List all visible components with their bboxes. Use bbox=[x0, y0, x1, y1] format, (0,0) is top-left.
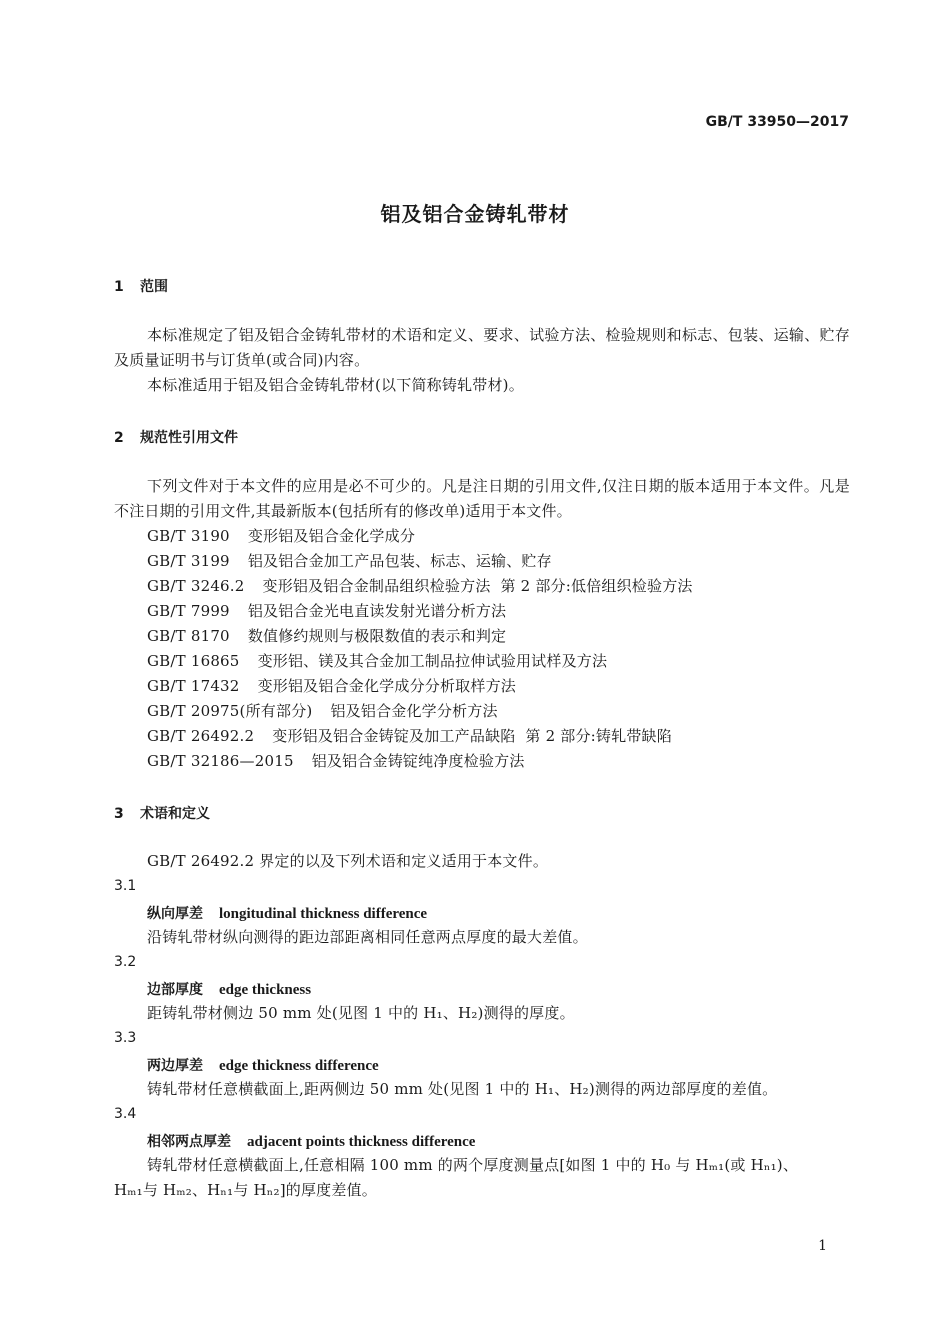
clause-number: 3.2 bbox=[114, 954, 137, 970]
reference-code: GB/T 3199 bbox=[147, 552, 230, 570]
section-heading-terms-definitions bbox=[114, 803, 210, 823]
term-definition: 沿铸轧带材纵向测得的距边部距离相同任意两点厚度的最大差值。 bbox=[147, 928, 588, 946]
term-en: edge thickness bbox=[219, 982, 312, 998]
term-heading bbox=[147, 979, 311, 999]
reference-code: GB/T 17432 bbox=[147, 677, 240, 695]
standard-code: GB/T 33950—2017 bbox=[705, 114, 849, 130]
term-definition: 铸轧带材任意横截面上,距两侧边 50 mm 处(见图 1 中的 H₁、H₂)测得的两边部厚度的差值。 bbox=[147, 1080, 778, 1098]
clause-number: 3.3 bbox=[114, 1030, 137, 1046]
term-definition-line-1: 铸轧带材任意横截面上,任意相隔 100 mm 的两个厚度测量点[如图 1 中的 H₀ 与 Hₘ₁(或 Hₙ₁)、 bbox=[147, 1156, 799, 1174]
reference-item bbox=[147, 524, 415, 549]
term-zh: 纵向厚差 bbox=[147, 906, 203, 922]
term-en: adjacent points thickness difference bbox=[247, 1134, 476, 1150]
term-zh: 相邻两点厚差 bbox=[147, 1134, 231, 1150]
term-definition: 距铸轧带材侧边 50 mm 处(见图 1 中的 H₁、H₂)测得的厚度。 bbox=[147, 1004, 575, 1022]
reference-title: 铝及铝合金加工产品包装、标志、运输、贮存 bbox=[247, 552, 552, 570]
section-title: 规范性引用文件 bbox=[140, 430, 238, 446]
reference-title: 变形铝及铝合金铸锭及加工产品缺陷 第 2 部分:铸轧带缺陷 bbox=[272, 727, 672, 745]
reference-code: GB/T 16865 bbox=[147, 652, 240, 670]
reference-title: 变形铝及铝合金化学成分 bbox=[247, 527, 416, 545]
references-intro-paragraph: 下列文件对于本文件的应用是必不可少的。凡是注日期的引用文件,仅注日期的版本适用于本文件。凡是不注日期的引用文件,其最新版本(包括所有的修改单)适用于本文件。 bbox=[114, 477, 850, 520]
term-heading bbox=[147, 903, 427, 923]
term-en: longitudinal thickness difference bbox=[219, 906, 428, 922]
reference-code: GB/T 8170 bbox=[147, 627, 230, 645]
reference-item bbox=[147, 649, 607, 674]
section-heading-normative-references bbox=[114, 427, 238, 447]
terms-intro-paragraph: GB/T 26492.2 界定的以及下列术语和定义适用于本文件。 bbox=[147, 852, 549, 870]
reference-title: 变形铝、镁及其合金加工制品拉伸试验用试样及方法 bbox=[257, 652, 608, 670]
reference-code: GB/T 3190 bbox=[147, 527, 230, 545]
term-zh: 两边厚差 bbox=[147, 1058, 203, 1074]
reference-item bbox=[147, 674, 516, 699]
reference-item bbox=[147, 549, 552, 574]
section-title: 术语和定义 bbox=[140, 806, 210, 822]
clause-number: 3.4 bbox=[114, 1106, 137, 1122]
reference-item bbox=[147, 699, 498, 724]
section-number: 2 bbox=[114, 430, 124, 446]
clause-number: 3.1 bbox=[114, 878, 137, 894]
scope-paragraph-1: 本标准规定了铝及铝合金铸轧带材的术语和定义、要求、试验方法、检验规则和标志、包装、运输、贮存及质量证明书与订货单(或合同)内容。 bbox=[114, 326, 850, 369]
section-heading-scope bbox=[114, 276, 168, 296]
reference-item bbox=[147, 624, 506, 649]
reference-code: GB/T 3246.2 bbox=[147, 577, 245, 595]
reference-item bbox=[147, 724, 672, 749]
term-en: edge thickness difference bbox=[219, 1058, 379, 1074]
term-heading bbox=[147, 1055, 379, 1075]
reference-item bbox=[147, 749, 525, 774]
term-definition-line-2: Hₘ₁与 Hₘ₂、Hₙ₁与 Hₙ₂]的厚度差值。 bbox=[114, 1181, 377, 1199]
reference-title: 变形铝及铝合金化学成分分析取样方法 bbox=[257, 677, 516, 695]
reference-title: 数值修约规则与极限数值的表示和判定 bbox=[247, 627, 507, 645]
reference-title: 变形铝及铝合金制品组织检验方法 第 2 部分:低倍组织检验方法 bbox=[262, 577, 693, 595]
section-title: 范围 bbox=[140, 279, 168, 295]
reference-item bbox=[147, 574, 693, 599]
reference-title: 铝及铝合金铸锭纯净度检验方法 bbox=[311, 752, 525, 770]
reference-code: GB/T 20975(所有部分) bbox=[147, 702, 313, 720]
reference-title: 铝及铝合金化学分析方法 bbox=[330, 702, 498, 720]
reference-code: GB/T 26492.2 bbox=[147, 727, 255, 745]
term-heading bbox=[147, 1131, 475, 1151]
reference-item bbox=[147, 599, 506, 624]
section-number: 1 bbox=[114, 279, 124, 295]
term-zh: 边部厚度 bbox=[147, 982, 203, 998]
reference-title: 铝及铝合金光电直读发射光谱分析方法 bbox=[247, 602, 507, 620]
section-number: 3 bbox=[114, 806, 124, 822]
reference-code: GB/T 7999 bbox=[147, 602, 230, 620]
reference-code: GB/T 32186—2015 bbox=[147, 752, 294, 770]
page-number: 1 bbox=[818, 1238, 827, 1254]
document-title: 铝及铝合金铸轧带材 bbox=[380, 202, 570, 226]
scope-paragraph-2: 本标准适用于铝及铝合金铸轧带材(以下简称铸轧带材)。 bbox=[147, 376, 524, 394]
